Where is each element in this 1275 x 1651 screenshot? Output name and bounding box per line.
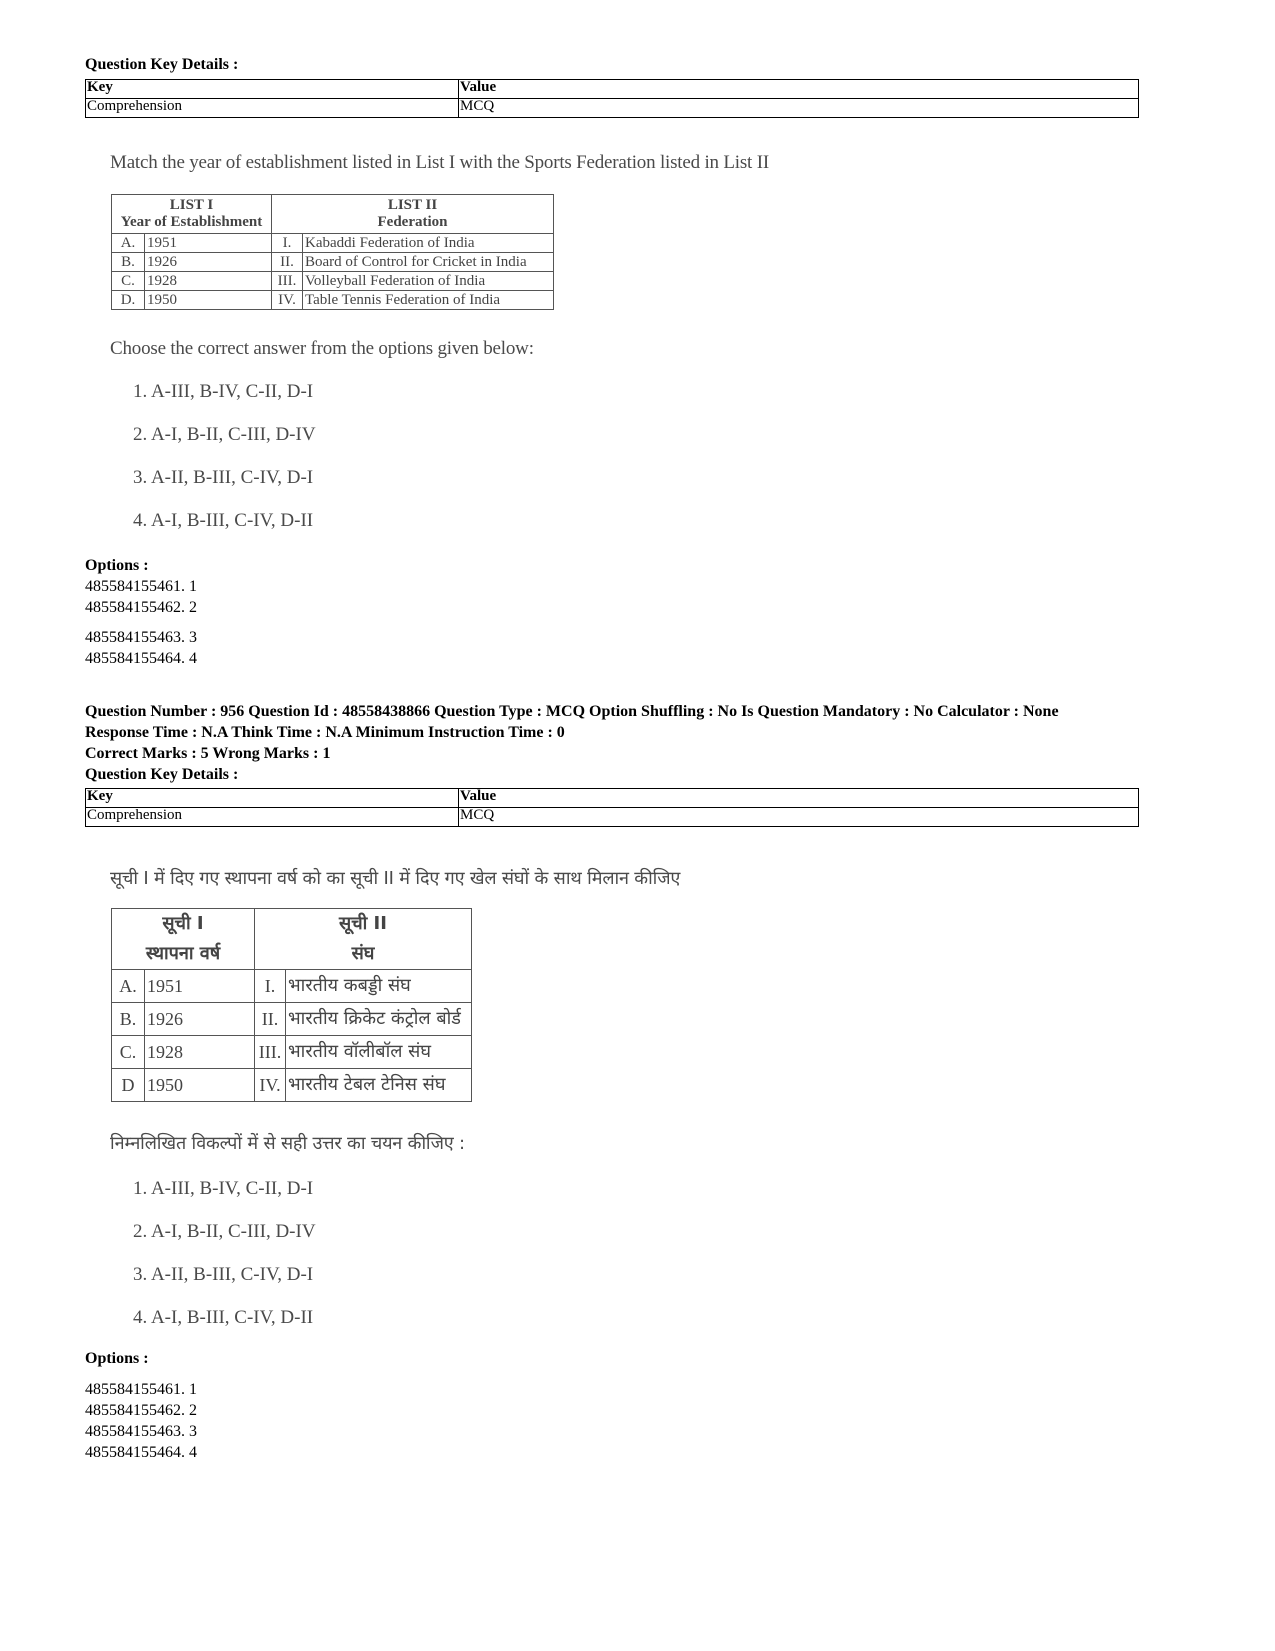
table-row — [112, 234, 554, 253]
row-letter: D. — [112, 291, 145, 310]
list1-subtitle: स्थापना वर्ष — [145, 943, 221, 964]
row-numeral: IV. — [272, 291, 303, 310]
row-letter: C. — [112, 1036, 145, 1069]
table-row — [112, 291, 554, 310]
row-year: 1951 — [145, 234, 272, 253]
question-key-details-label: Question Key Details : — [85, 766, 239, 783]
question-key-details-label: Question Key Details : — [85, 56, 239, 73]
list2-header — [272, 195, 554, 234]
answer-option: 3. A-II, B-III, C-IV, D-I — [133, 1264, 314, 1285]
option-id: 485584155461. 1 — [85, 578, 197, 595]
list2-title: LIST II — [387, 197, 438, 213]
row-year: 1928 — [145, 1036, 255, 1069]
table-header-row — [86, 789, 1139, 808]
row-numeral: I. — [272, 234, 303, 253]
row-letter: B. — [112, 253, 145, 272]
row-year: 1926 — [145, 253, 272, 272]
options-label: Options : — [85, 1350, 149, 1367]
table-row — [112, 970, 472, 1003]
list1-header — [112, 909, 255, 970]
answer-option: 3. A-II, B-III, C-IV, D-I — [133, 467, 314, 488]
list1-title: LIST I — [169, 197, 214, 213]
table-row — [86, 808, 1139, 827]
list2-subtitle: Federation — [377, 214, 448, 230]
choose-instruction: Choose the correct answer from the options given below: — [110, 338, 534, 359]
answer-option: 1. A-III, B-IV, C-II, D-I — [133, 1178, 314, 1199]
answer-option: 4. A-I, B-III, C-IV, D-II — [133, 1307, 314, 1328]
answer-option: 2. A-I, B-II, C-III, D-IV — [133, 1221, 316, 1242]
option-id: 485584155464. 4 — [85, 1444, 197, 1461]
row-federation: भारतीय टेबल टेनिस संघ — [286, 1069, 472, 1102]
option-id: 485584155462. 2 — [85, 1402, 197, 1419]
option-id: 485584155464. 4 — [85, 650, 197, 667]
row-numeral: II. — [272, 253, 303, 272]
cell-key: Comprehension — [86, 99, 459, 118]
header-value: Value — [459, 789, 1139, 808]
question-prompt: सूची I में दिए गए स्थापना वर्ष को का सूची II में दिए गए खेल संघों के साथ मिलान कीजिए — [110, 868, 681, 889]
row-year: 1951 — [145, 970, 255, 1003]
option-id: 485584155463. 3 — [85, 629, 197, 646]
table-row — [112, 253, 554, 272]
table-row — [112, 1036, 472, 1069]
question-image-english — [110, 152, 1110, 174]
row-letter: A. — [112, 970, 145, 1003]
question-meta-line1: Question Number : 956 Question Id : 48558438866 Question Type : MCQ Option Shuffling : No Is Question Mandatory : No Calculator : None — [85, 703, 1059, 720]
table-header-row — [86, 80, 1139, 99]
row-letter: D — [112, 1069, 145, 1102]
list2-header — [255, 909, 472, 970]
list1-header — [112, 195, 272, 234]
list2-subtitle: संघ — [351, 943, 375, 964]
row-federation: भारतीय क्रिकेट कंट्रोल बोर्ड — [286, 1003, 472, 1036]
row-numeral: I. — [255, 970, 286, 1003]
question-prompt: Match the year of establishment listed in List I with the Sports Federation listed in List II — [110, 152, 769, 173]
list2-title: सूची II — [339, 913, 387, 934]
row-letter: C. — [112, 272, 145, 291]
row-year: 1950 — [145, 1069, 255, 1102]
row-federation: Board of Control for Cricket in India — [303, 253, 554, 272]
row-year: 1950 — [145, 291, 272, 310]
match-lists-table-hindi — [111, 908, 472, 1102]
option-id: 485584155463. 3 — [85, 1423, 197, 1440]
answer-option: 2. A-I, B-II, C-III, D-IV — [133, 424, 316, 445]
row-letter: A. — [112, 234, 145, 253]
row-year: 1928 — [145, 272, 272, 291]
list1-title: सूची I — [162, 913, 204, 934]
choose-instruction: निम्नलिखित विकल्पों में से सही उत्तर का चयन कीजिए : — [110, 1133, 465, 1154]
header-key: Key — [86, 789, 459, 808]
row-year: 1926 — [145, 1003, 255, 1036]
header-value: Value — [459, 80, 1139, 99]
key-value-table — [85, 788, 1139, 827]
row-federation: भारतीय वॉलीबॉल संघ — [286, 1036, 472, 1069]
row-numeral: II. — [255, 1003, 286, 1036]
list1-subtitle: Year of Establishment — [120, 214, 263, 230]
options-label: Options : — [85, 557, 149, 574]
row-numeral: III. — [255, 1036, 286, 1069]
row-numeral: III. — [272, 272, 303, 291]
table-row — [112, 272, 554, 291]
table-row — [112, 1069, 472, 1102]
cell-value: MCQ — [459, 808, 1139, 827]
table-row — [112, 1003, 472, 1036]
row-federation: Table Tennis Federation of India — [303, 291, 554, 310]
row-federation: Kabaddi Federation of India — [303, 234, 554, 253]
answer-option: 1. A-III, B-IV, C-II, D-I — [133, 381, 314, 402]
header-key: Key — [86, 80, 459, 99]
question-meta-line2: Response Time : N.A Think Time : N.A Minimum Instruction Time : 0 — [85, 724, 565, 741]
match-lists-table-english — [111, 194, 554, 310]
option-id: 485584155462. 2 — [85, 599, 197, 616]
row-federation: भारतीय कबड्डी संघ — [286, 970, 472, 1003]
answer-option: 4. A-I, B-III, C-IV, D-II — [133, 510, 314, 531]
table-row — [86, 99, 1139, 118]
cell-key: Comprehension — [86, 808, 459, 827]
question-marks: Correct Marks : 5 Wrong Marks : 1 — [85, 745, 331, 762]
row-numeral: IV. — [255, 1069, 286, 1102]
key-value-table — [85, 79, 1139, 118]
cell-value: MCQ — [459, 99, 1139, 118]
question-image-hindi — [110, 866, 1110, 890]
row-letter: B. — [112, 1003, 145, 1036]
row-federation: Volleyball Federation of India — [303, 272, 554, 291]
option-id: 485584155461. 1 — [85, 1381, 197, 1398]
